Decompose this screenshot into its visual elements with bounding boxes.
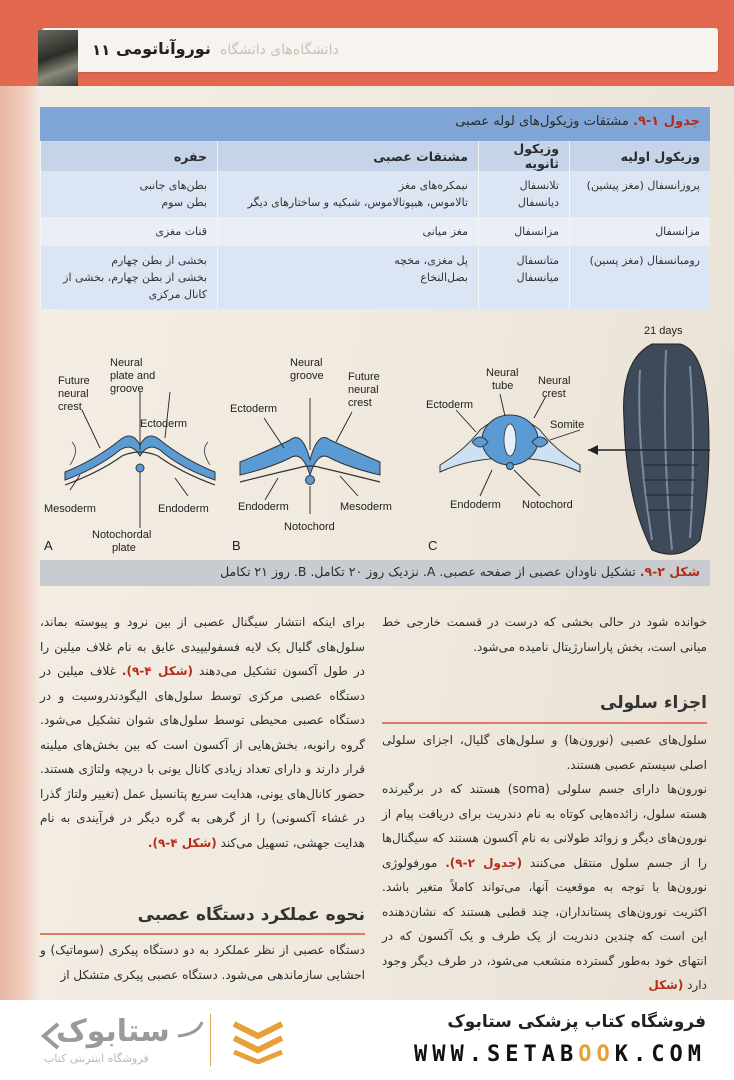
- logo-divider: [210, 1014, 211, 1066]
- cell-cavity: قنات مغزی: [41, 217, 218, 246]
- header-thumbnail-image: [38, 30, 78, 86]
- label-notochord: Notochord: [522, 499, 573, 511]
- paragraph: دستگاه عصبی از نظر عملکرد به دو دستگاه پیکری (سوماتیک) و احشایی سازماندهی می‌شود. دستگاه عصبی پیکری متشکل از: [40, 943, 365, 982]
- table-row: [41, 171, 711, 217]
- header-derivatives: مشتقات عصبی: [218, 141, 479, 171]
- embryo-21-days: [588, 325, 710, 554]
- label-notochord: Notochord: [284, 521, 335, 533]
- label-endoderm: Endoderm: [158, 503, 209, 515]
- table-title: مشتقات وزیکول‌های لوله عصبی: [455, 114, 629, 129]
- cell-derivatives: پل مغزی، مخچه بصل‌النخاع: [218, 246, 479, 309]
- table-caption: [40, 107, 710, 141]
- logo-subtitle: فروشگاه اینترنتی کتاب: [44, 1052, 149, 1065]
- cell-cavity: بخشی از بطن چهارم بخشی از بطن چهارم، بخشی از کانال مرکزی: [41, 246, 218, 309]
- label-mesoderm: Mesoderm: [44, 503, 96, 515]
- page-number: ۱۱: [92, 41, 111, 59]
- paragraph: سلول‌های عصبی (نورون‌ها) و سلول‌های گلیال، اجزای سلولی اصلی سیستم عصبی هستند.: [382, 733, 707, 772]
- vesicles-table: [40, 141, 710, 309]
- notochord-shape: [306, 476, 315, 485]
- label-notochordal-plate: Notochordal plate: [92, 529, 152, 554]
- cell-derivatives: نیمکره‌های مغز تالاموس، هیپوتالاموس، شبکیه و ساختارهای دیگر: [218, 171, 479, 217]
- cell-secondary: متانسفال میانسفال: [479, 246, 570, 309]
- cell-cavity: بطن‌های جانبی بطن سوم: [41, 171, 218, 217]
- right-column-intro: [382, 610, 707, 659]
- page-edge-shadow: [0, 0, 40, 1000]
- table-header-row: [41, 141, 711, 171]
- header-primary: وزیکول اولیه: [570, 141, 711, 171]
- label-mesoderm: Mesoderm: [340, 501, 392, 513]
- neural-groove-figure: [40, 300, 710, 562]
- label-endoderm: Endoderm: [238, 501, 289, 513]
- left-column-body: [40, 610, 365, 855]
- cell-primary: مزانسفال: [570, 217, 711, 246]
- cell-primary: رومبانسفال (مغز پسین): [570, 246, 711, 309]
- panel-b: [230, 357, 392, 553]
- label-ectoderm: Ectoderm: [426, 399, 474, 411]
- section-heading-cellular: اجزاء سلولی: [600, 693, 707, 713]
- label-future-crest: Future neural crest: [348, 371, 380, 409]
- left-column-body-2: [40, 938, 365, 987]
- cell-derivatives: مغز میانی: [218, 217, 479, 246]
- figure-reference[interactable]: (شکل ۴-۹).: [147, 835, 217, 850]
- label-ectoderm: Ectoderm: [140, 418, 188, 430]
- panel-letter-c: C: [428, 538, 438, 553]
- label-neural-plate: Neural plate and groove: [110, 357, 156, 395]
- notochord-shape: [507, 463, 514, 470]
- label-somite: Somite: [550, 419, 585, 431]
- right-column-body: [382, 728, 707, 998]
- embryo-age-label: 21 days: [644, 325, 683, 337]
- arrow-head: [588, 445, 598, 455]
- chapter-title: نوروآناتومی: [116, 39, 211, 58]
- figure-label: شکل ۲-۹.: [639, 564, 700, 579]
- panel-letter-a: A: [44, 538, 53, 553]
- logo-swoosh: [178, 1022, 202, 1036]
- store-name: فروشگاه کتاب پزشکی ستابوک: [447, 1012, 706, 1032]
- label-endoderm: Endoderm: [450, 499, 501, 511]
- panel-c: [426, 367, 584, 553]
- table-row: [41, 217, 711, 246]
- section-heading-function: نحوه عملکرد دستگاه عصبی: [137, 905, 365, 925]
- figure-caption-text: تشکیل ناودان عصبی از صفحه عصبی. A. نزدیک روز ۲۰ تکامل. B. روز ۲۱ تکامل: [220, 564, 636, 579]
- central-canal-shape: [504, 424, 516, 456]
- notochordal-plate-shape: [136, 464, 144, 472]
- paragraph: خوانده شود در حالی بخشی که درست در قسمت خارجی خط میانی است، بخش پاراسارژیتال نامیده می‌شود.: [382, 615, 707, 654]
- label-neural-tube: Neural tube: [486, 367, 519, 392]
- figure-caption: [40, 560, 710, 586]
- bleed-through-text: دانشگاه‌ها‌ی دانشگاه: [220, 42, 339, 58]
- footer-banner: [0, 1000, 734, 1080]
- paragraph: برای اینکه انتشار سیگنال عصبی از بین نرود و پیوسته بماند، سلول‌های گلیال یک لایه فسفولیپیدی عایق به نام غلاف میلین را در طول آکسون تشکیل می‌دهند (شکل ۴-۹). غلاف میلین در دستگاه عصبی مرکزی توسط سلول‌های الیگودندروسیت و در دستگاه عصبی محیطی توسط سلول‌های شوان تشکیل می‌شود. گروه رانویه، بخش‌هایی از آکسون است که بین بخش‌های میلینه قرار دارند و دارای تعداد زیادی کانال یونی با دریچه ولتاژی هستند. حضور کانال‌های یونی، هدایت سریع پتانسیل عمل (تغییر ولتاژ گذرا در غشاء آکسونی) را از گرهی به گره دیگر در فرآیندی به نام هدایت جهشی، تسهیل می‌کند (شکل ۴-۹).: [40, 615, 365, 850]
- label-neural-groove: Neural groove: [290, 357, 324, 382]
- cell-primary: پروزانسفال (مغز پیشین): [570, 171, 711, 217]
- cell-secondary: تلانسفال دیانسفال: [479, 171, 570, 217]
- label-neural-crest: Neural crest: [538, 375, 571, 400]
- figure-reference[interactable]: (شکل: [648, 978, 684, 992]
- panel-letter-b: B: [232, 538, 241, 553]
- header-cavity: حفره: [41, 141, 218, 171]
- table-reference[interactable]: (جدول ۲-۹).: [445, 855, 523, 870]
- table-label: جدول ۱-۹.: [633, 114, 700, 129]
- label-ectoderm: Ectoderm: [230, 403, 278, 415]
- heading-underline: [382, 722, 707, 724]
- figure-reference[interactable]: (شکل ۴-۹).: [121, 664, 193, 678]
- logo-text: ستابوک: [56, 1014, 170, 1049]
- cell-secondary: مزانسفال: [479, 217, 570, 246]
- label-future-crest: Future neural crest: [58, 375, 90, 413]
- paragraph: نورون‌ها دارای جسم سلولی (soma) هستند که در برگیرنده هسته سلول، زائده‌هایی کوتاه به نام دندریت برای دریافت پیام از نورون‌های دیگر و زوائد طولانی به نام آکسون هستند که سیگنال‌ها را از جسم سلول منتقل می‌کنند (جدول ۲-۹). مورفولوژی نورون‌ها با توجه به موقعیت آنها، می‌تواند کاملاً متغیر باشد. اکثریت نورون‌های پستانداران، چند قطبی هستند که نشان‌دهنده این است که چندین دندریت از یک طرف و یک آکسون که در انتهای خود به‌طور گسترده منشعب می‌شود، در طرف دیگر وجود دارد (شکل: [382, 782, 707, 992]
- heading-underline: [40, 933, 365, 935]
- book-stack-icon: [230, 1018, 286, 1064]
- header-secondary: وزیکول ثانویه: [479, 141, 570, 171]
- website-url[interactable]: WWW.SETABOOK.COM: [414, 1042, 706, 1067]
- panel-a: [44, 357, 215, 554]
